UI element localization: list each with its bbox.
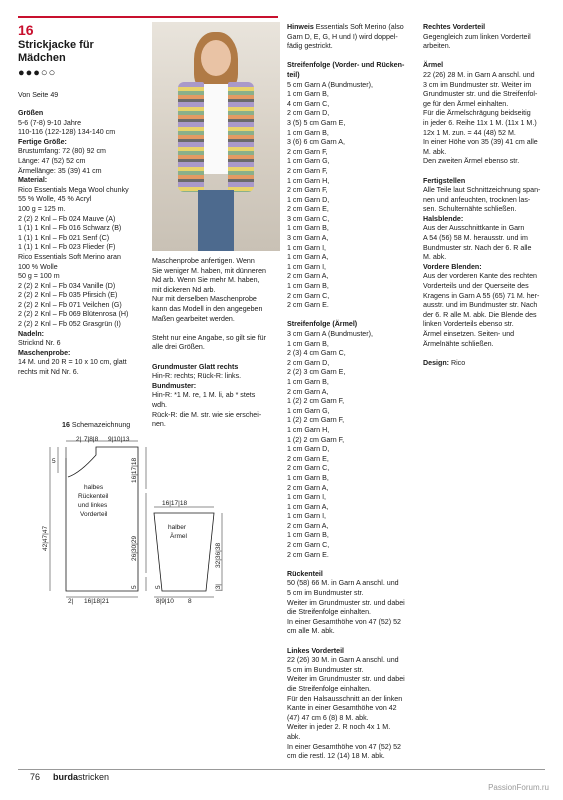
col3-line: 1 cm Garn I, xyxy=(287,243,327,252)
col1-line: 110-116 (122-128) 134-140 cm xyxy=(18,128,116,137)
col4-line: sen. Schulternähte schließen. xyxy=(423,205,517,214)
col2-line: alle drei Größen. xyxy=(152,343,205,352)
diagram-caption xyxy=(62,421,130,431)
body-top-a: 2| xyxy=(76,436,82,443)
col3-line: 2 cm Garn E. xyxy=(287,550,329,559)
col3-line: 4 cm Garn C, xyxy=(287,99,330,108)
sleeve-cuff-b: |3| xyxy=(215,584,222,591)
sleeve-piece xyxy=(154,500,222,605)
col2-line: Maßen gearbeitet werden. xyxy=(152,314,235,323)
body-neck-depth: 5 xyxy=(52,458,56,465)
col3-line: 2 cm Garn A, xyxy=(287,272,329,281)
col3-line: 2 cm Garn F, xyxy=(287,147,328,156)
col3-line xyxy=(287,311,405,321)
col3-line: 3 cm Garn A (Bundmuster), xyxy=(287,330,373,338)
col4-line: Ärmelnähte schließen. xyxy=(423,339,494,348)
col3-line: Rückenteil xyxy=(287,569,323,578)
col3-line: Weiter im Grundmuster str. und dabei xyxy=(287,598,405,607)
col3-line: 2 cm Garn A, xyxy=(287,483,329,492)
col4-line-rest: Rico xyxy=(449,358,466,367)
col4-line: 3 cm im Bundmuster str. Weiter im xyxy=(423,80,532,89)
col2-line: Hin-R: *1 M. re, 1 M. li, ab * stets xyxy=(152,391,256,400)
col1-line: rechts mit Nd Nr. 6. xyxy=(18,368,79,377)
col2-line: Maschenprobe anfertigen. Wenn xyxy=(152,257,255,265)
sleeve-top-width: 16|17|18 xyxy=(162,500,188,507)
col1-line: Nadeln: xyxy=(18,329,45,338)
col1-line: Brustumfang: 72 (80) 92 cm xyxy=(18,147,106,156)
col3-line: 3 (6) 6 cm Garn A, xyxy=(287,138,345,147)
col4-line: Aus der Ausschnittkante in Garn xyxy=(423,224,525,233)
brand-rest: stricken xyxy=(78,772,110,782)
photo-face xyxy=(201,40,231,76)
col3-line: Weiter im Grundmuster str. und dabei xyxy=(287,675,405,684)
schematic-diagram xyxy=(36,433,236,608)
col3-line: cm die restl. 12 (14) 18 M. abk. xyxy=(287,752,385,761)
watermark: PassionForum.ru xyxy=(488,783,549,792)
col3-line: 2 cm Garn C, xyxy=(287,464,330,473)
col1-line: 5-6 (7-8) 9-10 Jahre xyxy=(18,118,82,127)
col3-line: 2 cm Garn A, xyxy=(287,521,329,530)
col3-line: 1 cm Garn B, xyxy=(287,473,329,482)
col3-line: Kante in einer Gesamthöhe von 42 xyxy=(287,704,397,713)
col3-line: die Streifenfolge einhalten. xyxy=(287,608,372,617)
col4-line: Für die Ärmelschrägung beidseitig xyxy=(423,109,531,118)
col3-line: 1 cm Garn I, xyxy=(287,512,327,521)
col3-line: 5 cm Garn A (Bundmuster), xyxy=(287,80,373,89)
col3-line: 1 cm Garn D, xyxy=(287,445,330,454)
col4-line: arbeiten. xyxy=(423,42,451,51)
body-left-height: 42|47|47 xyxy=(42,525,49,551)
col4-line: ge für den Ärmel einhalten. xyxy=(423,99,509,108)
col4-line xyxy=(423,359,540,369)
col3-line: die Streifenfolge einhalten. xyxy=(287,684,372,693)
col4-line: Alle Teile laut Schnittzeichnung span- xyxy=(423,186,541,195)
col3-line: 1 cm Garn D, xyxy=(287,195,330,204)
col3-line: In einer Gesamthöhe von 47 (52) 52 xyxy=(287,617,401,626)
col4-line xyxy=(423,52,540,62)
title-rule xyxy=(18,16,278,18)
col1-line: 1 (1) 1 Knl – Fb 021 Senf (C) xyxy=(18,233,110,242)
column-gauge xyxy=(152,257,266,430)
col4-line: Grundmuster str. und die Streifenfol- xyxy=(423,90,538,99)
col1-line: Fertige Größe: xyxy=(18,137,67,146)
col3-line xyxy=(287,23,405,33)
col4-line: 12x 1 M. zun. = 44 (48) 52 M. xyxy=(423,128,516,137)
col4-line: in jeder 6. Reihe 11x 1 M. (11x 1 M.) xyxy=(423,118,537,127)
col1-line: Material: xyxy=(18,176,48,185)
col4-line-heading: Design: xyxy=(423,358,450,367)
col1-line: 50 g = 100 m xyxy=(18,272,60,281)
col4-line: Ärmel einsetzen. Seiten- und xyxy=(423,330,515,338)
sleeve-label-1: halber xyxy=(168,524,187,531)
body-side-height: 26|30|29 xyxy=(131,535,138,561)
model-photo xyxy=(152,22,280,251)
col1-line: 55 % Wolle, 45 % Acryl xyxy=(18,195,92,204)
col4-line: linken Vorderteils ebenso str. xyxy=(423,320,514,329)
col4-line: Ärmel xyxy=(423,61,444,70)
col3-line: 1 cm Garn B, xyxy=(287,224,329,233)
col4-line: nen und anfeuchten, trocknen las- xyxy=(423,195,531,204)
col3-line: 1 cm Garn A, xyxy=(287,502,329,511)
brand-bold: burda xyxy=(53,772,79,782)
col3-line: 2 cm Garn E, xyxy=(287,454,329,463)
col4-line xyxy=(423,349,540,359)
col3-line: 50 (58) 66 M. in Garn A anschl. und xyxy=(287,579,399,588)
col3-line: cm alle M. abk. xyxy=(287,627,335,636)
col2-line: Nur mit derselben Maschenprobe xyxy=(152,295,257,304)
col3-line: Für den Halsausschnitt an der linken xyxy=(287,694,403,703)
magazine-brand xyxy=(53,772,109,783)
col4-line: 22 (26) 28 M. in Garn A anschl. und xyxy=(423,70,535,79)
col3-line: 1 cm Garn G, xyxy=(287,157,330,166)
col3-line-heading: Hinweis xyxy=(287,23,314,31)
col3-line: 1 cm Garn B, xyxy=(287,90,329,99)
sleeve-bottom-b: 8 xyxy=(188,598,192,605)
col1-line: 2 (2) 2 Knl – Fb 052 Grasgrün (I) xyxy=(18,320,121,329)
pattern-number: 16 xyxy=(18,22,34,38)
col3-line: 2 cm Garn D, xyxy=(287,358,330,367)
col4-line: Halsblende: xyxy=(423,214,464,223)
body-top-c: 9|10|13 xyxy=(108,436,130,443)
col4-line: A 54 (56) 58 M. herausstr. und im xyxy=(423,234,528,243)
col3-line: 1 cm Garn I, xyxy=(287,262,327,271)
column-materials xyxy=(18,109,129,378)
col1-line: 100 % Wolle xyxy=(18,262,58,271)
col3-line: 2 cm Garn F, xyxy=(287,186,328,195)
col3-line: 1 (2) 2 cm Garn F, xyxy=(287,435,345,444)
body-ribbing-height: 5 xyxy=(131,585,138,589)
col2-line xyxy=(152,324,266,334)
col1-line: 2 (2) 2 Knl – Fb 035 Pfirsich (E) xyxy=(18,291,118,300)
diagram-caption-text: Schemazeichnung xyxy=(71,421,131,429)
col3-line: 2 cm Garn E, xyxy=(287,205,329,214)
col1-line: Ärmellänge: 35 (39) 41 cm xyxy=(18,166,102,175)
footer-rule xyxy=(18,769,545,770)
col4-line: Rechtes Vorderteil xyxy=(423,23,486,31)
col4-line: M. abk. xyxy=(423,147,447,156)
col4-line: Fertigstellen xyxy=(423,176,466,185)
col3-line: 3 (5) 5 cm Garn E, xyxy=(287,118,346,127)
col1-line: 2 (2) 2 Knl – Fb 071 Veilchen (G) xyxy=(18,300,122,309)
col2-line: mit dickeren Nd arb. xyxy=(152,285,216,294)
col3-line-rest: Essentials Soft Merino (also xyxy=(313,23,404,31)
col1-line: Stricknd Nr. 6 xyxy=(18,339,61,348)
body-label-3: und linkes xyxy=(78,502,108,509)
body-bottom-a: 2| xyxy=(68,598,74,605)
col3-line: 5 cm im Bundmuster str. xyxy=(287,589,364,598)
col3-line: 2 cm Garn D, xyxy=(287,109,330,118)
col3-line: 3 cm Garn A, xyxy=(287,234,329,243)
col1-line: Länge: 47 (52) 52 cm xyxy=(18,156,86,165)
col4-line: ausstr. und im Bundmuster str. Nach xyxy=(423,301,538,310)
col2-line: Steht nur eine Angabe, so gilt sie für xyxy=(152,333,266,342)
col2-line: Grundmuster Glatt rechts xyxy=(152,362,239,371)
col3-line: 2 cm Garn E. xyxy=(287,301,329,310)
col1-line: 1 (1) 1 Knl – Fb 016 Schwarz (B) xyxy=(18,224,122,233)
pattern-title-line1: Strickjacke für xyxy=(18,39,94,51)
col3-line: (47) 47 cm 6 (8) 8 M. abk. xyxy=(287,713,369,722)
col3-line: 1 cm Garn B, xyxy=(287,128,329,137)
body-piece xyxy=(42,436,146,605)
body-bottom-width: 16|18|21 xyxy=(84,598,110,605)
col3-line: 1 cm Garn B, xyxy=(287,531,329,540)
col1-line: 14 M. und 20 R = 10 x 10 cm, glatt xyxy=(18,358,127,367)
col4-line: Bundmuster str. Nach der 6. R alle xyxy=(423,243,532,252)
col3-line: Streifenfolge (Vorder- und Rücken- xyxy=(287,61,405,70)
col4-line: Den zweiten Ärmel ebenso str. xyxy=(423,157,520,166)
col3-line: teil) xyxy=(287,70,300,79)
col3-line: 1 cm Garn I, xyxy=(287,493,327,502)
col3-line xyxy=(287,637,405,647)
sleeve-label-2: Ärmel xyxy=(170,533,187,540)
col3-line: 22 (26) 30 M. in Garn A anschl. und xyxy=(287,656,399,665)
col2-line: nen. xyxy=(152,420,166,429)
col4-line: Kragens in Garn A 55 (65) 71 M. her- xyxy=(423,291,540,300)
col1-line: Rico Essentials Mega Wool chunky xyxy=(18,185,129,194)
body-label-4: Vorderteil xyxy=(80,511,108,518)
col3-line: 1 cm Garn A, xyxy=(287,253,329,262)
col2-line: Rück-R: die M. str. wie sie erschei- xyxy=(152,410,262,419)
col3-line: Weiter in jeder 2. R noch 4x 1 M. xyxy=(287,723,391,732)
photo-jeans xyxy=(198,190,234,251)
col3-line: 3 cm Garn C, xyxy=(287,214,330,223)
col4-line: Vorderteils und der Querseite des xyxy=(423,282,529,291)
col3-line: 1 cm Garn H, xyxy=(287,176,330,185)
page-number: 76 xyxy=(30,772,41,782)
col2-line: Nd arb. Wenn Sie mehr M. haben, xyxy=(152,276,260,285)
col3-line: In einer Gesamthöhe von 47 (52) 52 xyxy=(287,742,401,751)
col4-line: M. abk. xyxy=(423,253,447,262)
col3-line: 2 (3) 4 cm Garn C, xyxy=(287,349,346,358)
col3-line: Linkes Vorderteil xyxy=(287,646,345,655)
col1-line: 2 (2) 2 Knl – Fb 024 Mauve (A) xyxy=(18,214,116,223)
col3-line xyxy=(287,560,405,570)
col1-line: 1 (1) 1 Knl – Fb 023 Flieder (F) xyxy=(18,243,116,252)
col3-line: 1 cm Garn H, xyxy=(287,425,330,434)
col2-line: Bundmuster: xyxy=(152,381,197,390)
sleeve-ribbing-height: 5 xyxy=(155,585,162,589)
pattern-title-line2: Mädchen xyxy=(18,52,66,64)
column-finishing xyxy=(423,23,540,368)
col3-line: abk. xyxy=(287,732,301,741)
body-armhole-height: 16|17|18 xyxy=(131,457,138,483)
col3-line: fädig gestrickt. xyxy=(287,42,333,51)
col3-line: Garn D, E, G, H und I) wird doppel- xyxy=(287,32,398,41)
col4-line: In einer Höhe von 35 (39) 41 cm alle xyxy=(423,138,538,147)
col3-line: 2 cm Garn C, xyxy=(287,541,330,550)
col4-line: der 6. R alle M. abk. Die Blende des xyxy=(423,310,537,319)
col4-line xyxy=(423,167,540,177)
col1-line: 2 (2) 2 Knl – Fb 069 Blütenrosa (H) xyxy=(18,310,129,319)
pattern-title xyxy=(18,39,148,65)
difficulty-rating: ●●●○○ xyxy=(18,67,57,79)
body-top-b: 7|8|8 xyxy=(84,436,99,443)
col1-line: Größen xyxy=(18,109,44,117)
photo-jacket-right xyxy=(228,82,254,192)
col3-line: 2 cm Garn A, xyxy=(287,387,329,396)
sleeve-bottom-a: 8|9|10 xyxy=(156,598,174,605)
col1-line: Maschenprobe: xyxy=(18,348,71,357)
col3-line: 2 (2) 3 cm Garn E, xyxy=(287,368,346,377)
col3-line: 5 cm im Bundmuster str. xyxy=(287,665,364,674)
col3-line: 1 cm Garn B, xyxy=(287,339,329,348)
photo-jacket-left xyxy=(178,82,204,192)
col2-line xyxy=(152,353,266,363)
col3-line: 2 cm Garn F, xyxy=(287,166,328,175)
col3-line: 1 (2) 2 cm Garn F, xyxy=(287,397,345,406)
from-page: Von Seite 49 xyxy=(18,91,59,99)
col2-line: kann das Modell in den angegeben xyxy=(152,304,263,313)
col2-line: Hin-R: rechts; Rück-R: links. xyxy=(152,372,242,381)
diagram-number: 16 xyxy=(62,421,70,429)
col1-line: 100 g = 125 m. xyxy=(18,204,66,213)
col2-line: Sie weniger M. haben, mit dünneren xyxy=(152,266,266,275)
col3-line: 1 (2) 2 cm Garn F, xyxy=(287,416,345,425)
col3-line: 1 cm Garn B, xyxy=(287,282,329,291)
col1-line: 2 (2) 2 Knl – Fb 034 Vanille (D) xyxy=(18,281,116,290)
col3-line: 1 cm Garn B, xyxy=(287,377,329,386)
col3-line: 2 cm Garn C, xyxy=(287,291,330,300)
column-stripes xyxy=(287,23,405,762)
col4-line: Vordere Blenden: xyxy=(423,262,482,271)
col4-line: Gegengleich zum linken Vorderteil xyxy=(423,32,531,41)
body-label-1: halbes xyxy=(84,484,104,491)
col1-line: Rico Essentials Soft Merino aran xyxy=(18,252,121,261)
col2-line: wdh. xyxy=(152,400,167,409)
col3-line xyxy=(287,52,405,62)
sleeve-height: 32|36|38 xyxy=(215,542,222,568)
col3-line: Streifenfolge (Ärmel) xyxy=(287,320,358,329)
body-label-2: Rückenteil xyxy=(78,493,109,500)
col4-line: Aus der vorderen Kante des rechten xyxy=(423,272,537,281)
col3-line: 1 cm Garn G, xyxy=(287,406,330,415)
